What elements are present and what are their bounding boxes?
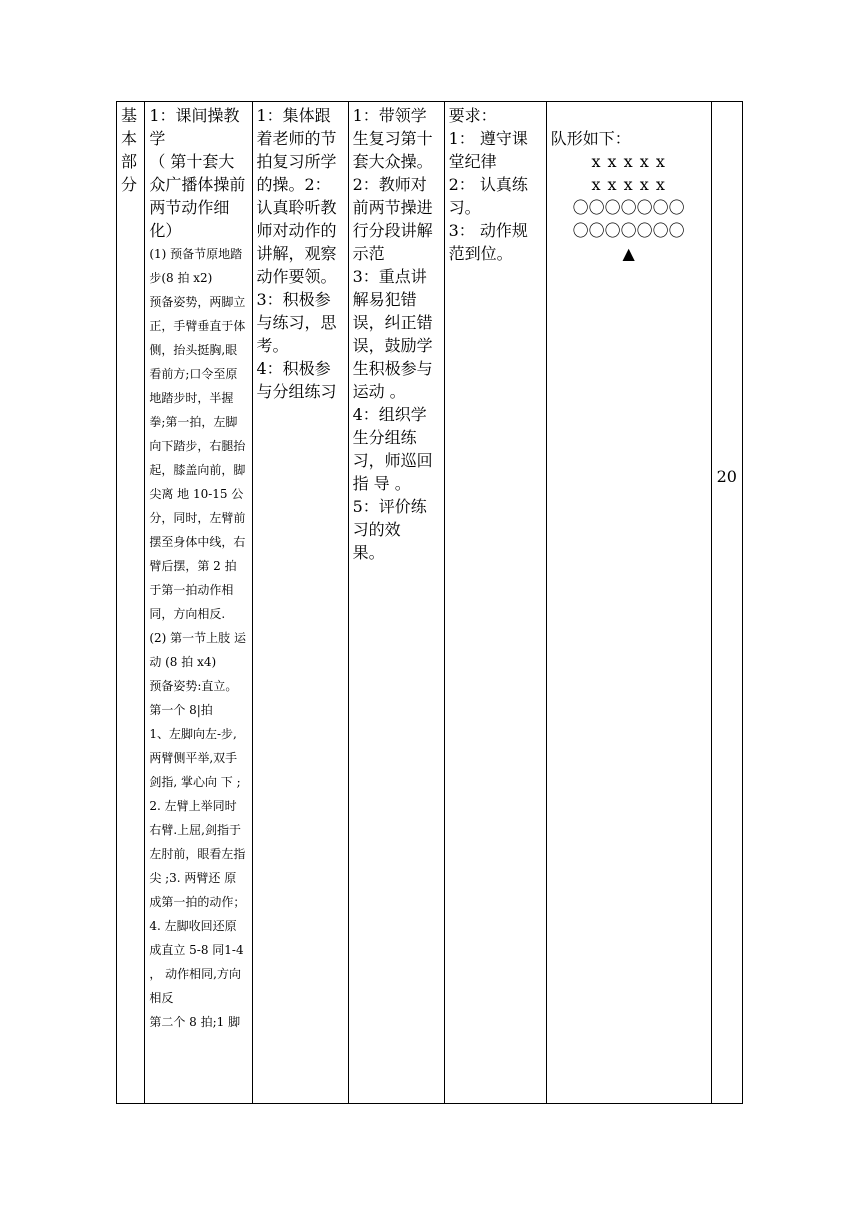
content-detail: 预备姿势，两脚立正，手臂垂直于体侧，抬头挺胸,眼看前方;口令至原地踏步时，半握拳;第一拍，左脚向下踏步，右腿抬起，膝盖向前，脚尖离 地 10-15 公分，同时，左臂前摆至身体中线，右臂后摆，第 2 拍于第一拍动作相同，方向相反.	[149, 295, 246, 621]
student-step: 3：积极参与练习，思考。	[256, 290, 337, 355]
teacher-step: 5：评价练习的效	[352, 497, 427, 539]
content-detail: (2) 第一节上肢 运 动 (8 拍 x4)	[149, 631, 246, 669]
organization-cell	[546, 102, 711, 1104]
content-detail: 第二个 8 拍;1 脚	[149, 1015, 241, 1029]
content-detail: 预备姿势:直立。	[149, 679, 238, 693]
section-cell	[117, 102, 145, 1104]
student-activity-cell	[252, 102, 348, 1104]
teacher-step: 4：组织学生分组练习，师巡回指 导 。	[352, 405, 433, 493]
formation-row: 〇〇〇〇〇〇〇	[572, 221, 685, 240]
teacher-step: 3：重点讲解易犯错误，纠正错误，鼓励学生积极参与运动 。	[352, 267, 433, 401]
requirement-item: 2： 认真练习。	[448, 175, 528, 217]
requirements-title: 要求：	[448, 106, 497, 125]
requirements-cell	[444, 102, 546, 1104]
table-row	[117, 102, 743, 1104]
requirement-item: 1： 遵守课堂纪律	[448, 129, 528, 171]
formation-row: x x x x x	[591, 175, 666, 194]
content-title: 1：课间操教学	[149, 106, 240, 148]
content-cell	[145, 102, 252, 1104]
content-detail: 第一个 8|拍	[149, 703, 213, 717]
lesson-plan-table	[116, 101, 743, 1104]
content-detail: 1、左脚向左-步,两臂侧平举,双手剑指, 掌心向 下 ; 2. 左臂上举同时右臂.上屈,剑指于左肘前，眼看左指 尖 ;3. 两臂还 原成第一拍的动作； 4. 左脚收回还原成直立 5-8 同1-4 ， 动作相同,方向相反	[149, 727, 246, 1005]
content-detail: (1) 预备节原地踏步(8 拍 x2)	[149, 247, 243, 285]
teacher-step: 2：教师对前两节操进行分段讲解示范	[352, 175, 433, 263]
student-step: 4：积极参与分组练习	[256, 359, 337, 401]
teacher-position-icon: ▲	[622, 244, 635, 263]
student-step: 1：集体跟着老师的节拍复习所学的操。2：认真聆听教师对动作的讲解，观察动作要领。	[256, 106, 337, 286]
time-cell	[711, 102, 742, 1104]
teacher-step: 1：带领学生复习第十套大众操。	[352, 106, 433, 171]
formation-row: 〇〇〇〇〇〇〇	[572, 198, 685, 217]
teacher-step: 果。	[352, 543, 385, 562]
requirement-item: 3： 动作规范到位。	[448, 221, 528, 263]
formation-row: x x x x x	[591, 152, 666, 171]
section-label: 基本部分	[121, 106, 138, 194]
teacher-activity-cell	[348, 102, 444, 1104]
organization-title: 队形如下：	[550, 129, 631, 148]
time-value: 20	[716, 467, 737, 486]
content-subtitle: （ 第十套大众广播体操前两节动作细化）	[149, 152, 246, 240]
